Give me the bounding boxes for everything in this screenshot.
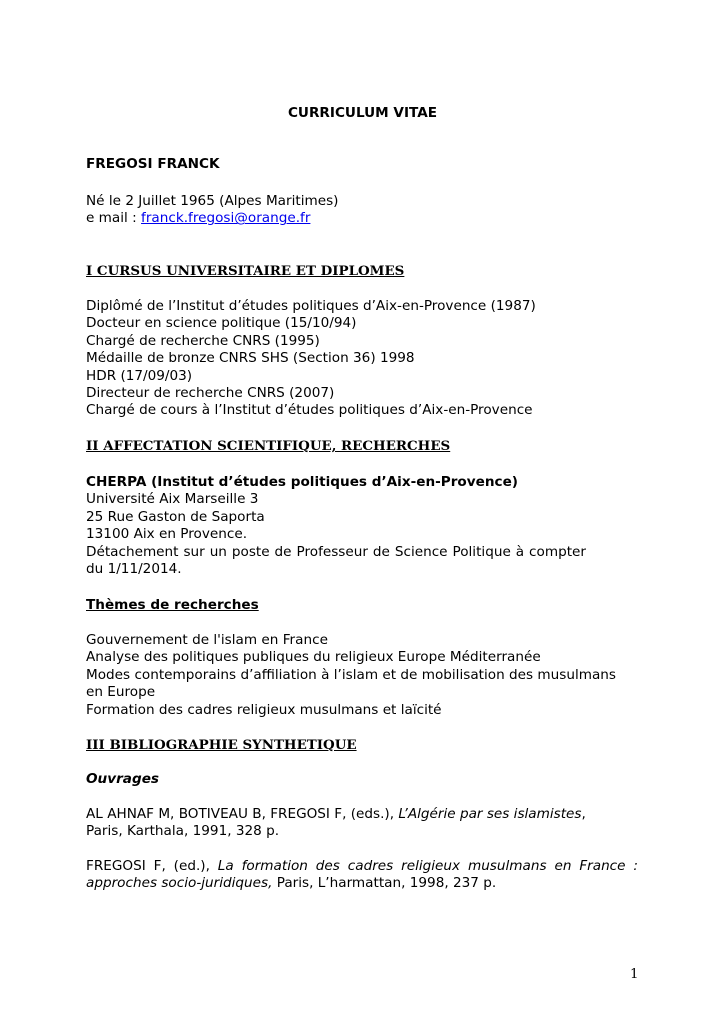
- address-line: Université Aix Marseille 3: [86, 491, 259, 508]
- section-heading-cursus: I CURSUS UNIVERSITAIRE ET DIPLOMES: [86, 263, 405, 279]
- ref2-authors: FREGOSI F, (ed.),: [86, 858, 218, 874]
- cursus-item: Directeur de recherche CNRS (2007): [86, 385, 335, 402]
- address-line: 13100 Aix en Provence.: [86, 526, 248, 543]
- ref1-title: L’Algérie par ses islamistes: [398, 806, 582, 822]
- email-line: [86, 210, 638, 227]
- theme-item: Formation des cadres religieux musulmans et laïcité: [86, 701, 442, 718]
- ref2-title: La formation des cadres religieux musulmans en France : approches socio-juridiques,: [86, 858, 638, 892]
- reference-2: [86, 858, 638, 893]
- page-number: 1: [630, 967, 639, 982]
- page-title: CURRICULUM VITAE: [287, 105, 438, 121]
- ref1-rest: , Paris, Karthala, 1991, 328 p.: [86, 806, 586, 840]
- cursus-item: Docteur en science politique (15/10/94): [86, 315, 357, 332]
- reference-1: [86, 806, 616, 841]
- lab-block: [86, 474, 638, 578]
- ref1-authors: AL AHNAF M, BOTIVEAU B, FREGOSI F, (eds.),: [86, 806, 399, 822]
- lab-name: CHERPA (Institut d’études politiques d’Aix-en-Provence): [86, 474, 519, 490]
- cursus-item: Diplômé de l’Institut d’études politiques d’Aix-en-Provence (1987): [86, 298, 536, 314]
- email-label: e mail :: [86, 210, 142, 227]
- cursus-item: Chargé de recherche CNRS (1995): [86, 332, 320, 349]
- theme-item: Gouvernement de l'islam en France: [86, 632, 328, 648]
- ouvrages-heading: Ouvrages: [86, 771, 160, 787]
- cursus-list: [86, 298, 638, 420]
- birth-info: Né le 2 Juillet 1965 (Alpes Maritimes): [86, 193, 339, 209]
- ref2-rest: Paris, L’harmattan, 1998, 237 p.: [272, 875, 497, 892]
- detachment-text: Détachement sur un poste de Professeur de Science Politique à compter du 1/11/2014.: [86, 543, 586, 578]
- email-link[interactable]: franck.fregosi@orange.fr: [141, 210, 311, 227]
- person-name: FREGOSI FRANCK: [86, 156, 220, 172]
- contact-block: [86, 193, 638, 228]
- cursus-item: Médaille de bronze CNRS SHS (Section 36) 1998: [86, 350, 415, 367]
- theme-item: Analyse des politiques publiques du religieux Europe Méditerranée: [86, 649, 541, 666]
- section-heading-affectation: II AFFECTATION SCIENTIFIQUE, RECHERCHES: [86, 438, 451, 454]
- theme-item: Modes contemporains d’affiliation à l’islam et de mobilisation des musulmans en Europe: [86, 666, 617, 701]
- section-heading-bibliographie: III BIBLIOGRAPHIE SYNTHETIQUE: [86, 737, 357, 753]
- cursus-item: HDR (17/09/03): [86, 367, 193, 384]
- themes-list: [86, 632, 638, 719]
- address-line: 25 Rue Gaston de Saporta: [86, 508, 265, 525]
- cursus-item: Chargé de cours à l’Institut d’études politiques d’Aix-en-Provence: [86, 402, 533, 419]
- themes-heading: Thèmes de recherches: [86, 597, 259, 613]
